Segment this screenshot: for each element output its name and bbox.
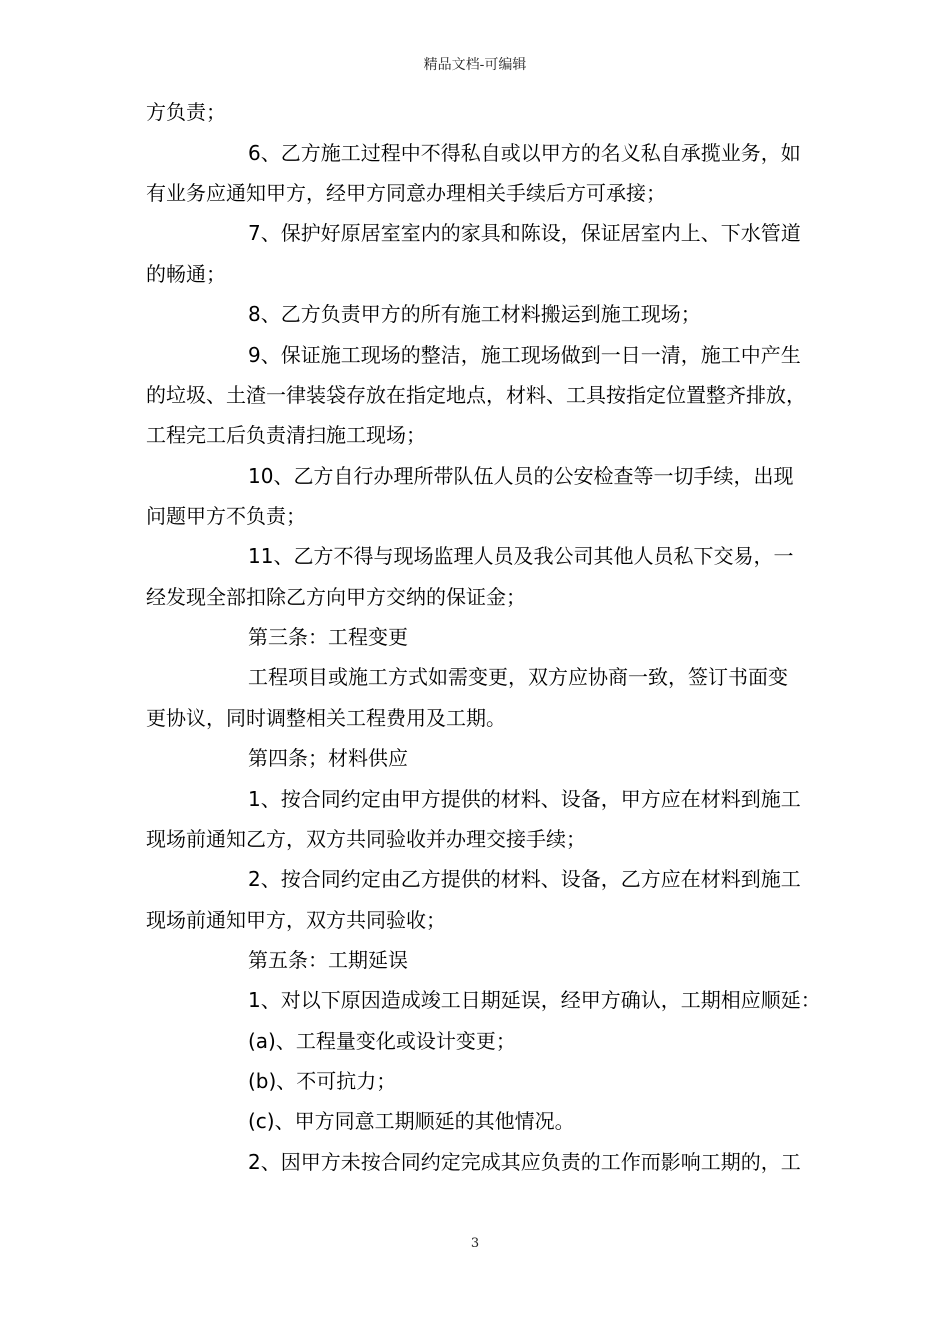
text-line: 6、乙方施工过程中不得私自或以甲方的名义私自承揽业务，如 bbox=[248, 141, 801, 165]
text-line: 经发现全部扣除乙方向甲方交纳的保证金； bbox=[146, 585, 526, 609]
page-number: 3 bbox=[470, 1236, 480, 1251]
text-line: 2、因甲方未按合同约定完成其应负责的工作而影响工期的，工 bbox=[248, 1150, 801, 1174]
text-line: 现场前通知甲方，双方共同验收； bbox=[146, 908, 446, 932]
text-line: 的垃圾、土渣一律装袋存放在指定地点，材料、工具按指定位置整齐排放， bbox=[146, 383, 806, 407]
page-header: 精品文档-可编辑 bbox=[423, 57, 527, 73]
text-line: 10、乙方自行办理所带队伍人员的公安检查等一切手续，出现 bbox=[248, 464, 794, 488]
text-line: 工程完工后负责清扫施工现场； bbox=[146, 423, 426, 447]
text-line: 方负责； bbox=[146, 100, 226, 124]
text-line: 的畅通； bbox=[146, 262, 226, 286]
text-line: (a)、工程量变化或设计变更； bbox=[248, 1029, 516, 1053]
text-line: 问题甲方不负责； bbox=[146, 504, 306, 528]
section-heading: 第五条：工期延误 bbox=[248, 948, 408, 972]
text-line: 1、按合同约定由甲方提供的材料、设备，甲方应在材料到施工 bbox=[248, 787, 801, 811]
text-line: 有业务应通知甲方，经甲方同意办理相关手续后方可承接； bbox=[146, 181, 666, 205]
text-line: 2、按合同约定由乙方提供的材料、设备，乙方应在材料到施工 bbox=[248, 867, 801, 891]
text-line: 更协议，同时调整相关工程费用及工期。 bbox=[146, 706, 506, 730]
text-line: 工程项目或施工方式如需变更，双方应协商一致，签订书面变 bbox=[248, 665, 788, 689]
text-line: 7、保护好原居室室内的家具和陈设，保证居室内上、下水管道 bbox=[248, 221, 801, 245]
text-line: 现场前通知乙方，双方共同验收并办理交接手续； bbox=[146, 827, 586, 851]
text-line: (b)、不可抗力； bbox=[248, 1069, 397, 1093]
text-line: 8、乙方负责甲方的所有施工材料搬运到施工现场； bbox=[248, 302, 701, 326]
text-line: 9、保证施工现场的整洁，施工现场做到一日一清，施工中产生 bbox=[248, 343, 801, 367]
text-line: 11、乙方不得与现场监理人员及我公司其他人员私下交易，一 bbox=[248, 544, 794, 568]
text-line: 1、对以下原因造成竣工日期延误，经甲方确认，工期相应顺延： bbox=[248, 988, 821, 1012]
section-heading: 第四条；材料供应 bbox=[248, 746, 408, 770]
section-heading: 第三条：工程变更 bbox=[248, 625, 408, 649]
text-line: (c)、甲方同意工期顺延的其他情况。 bbox=[248, 1109, 575, 1133]
